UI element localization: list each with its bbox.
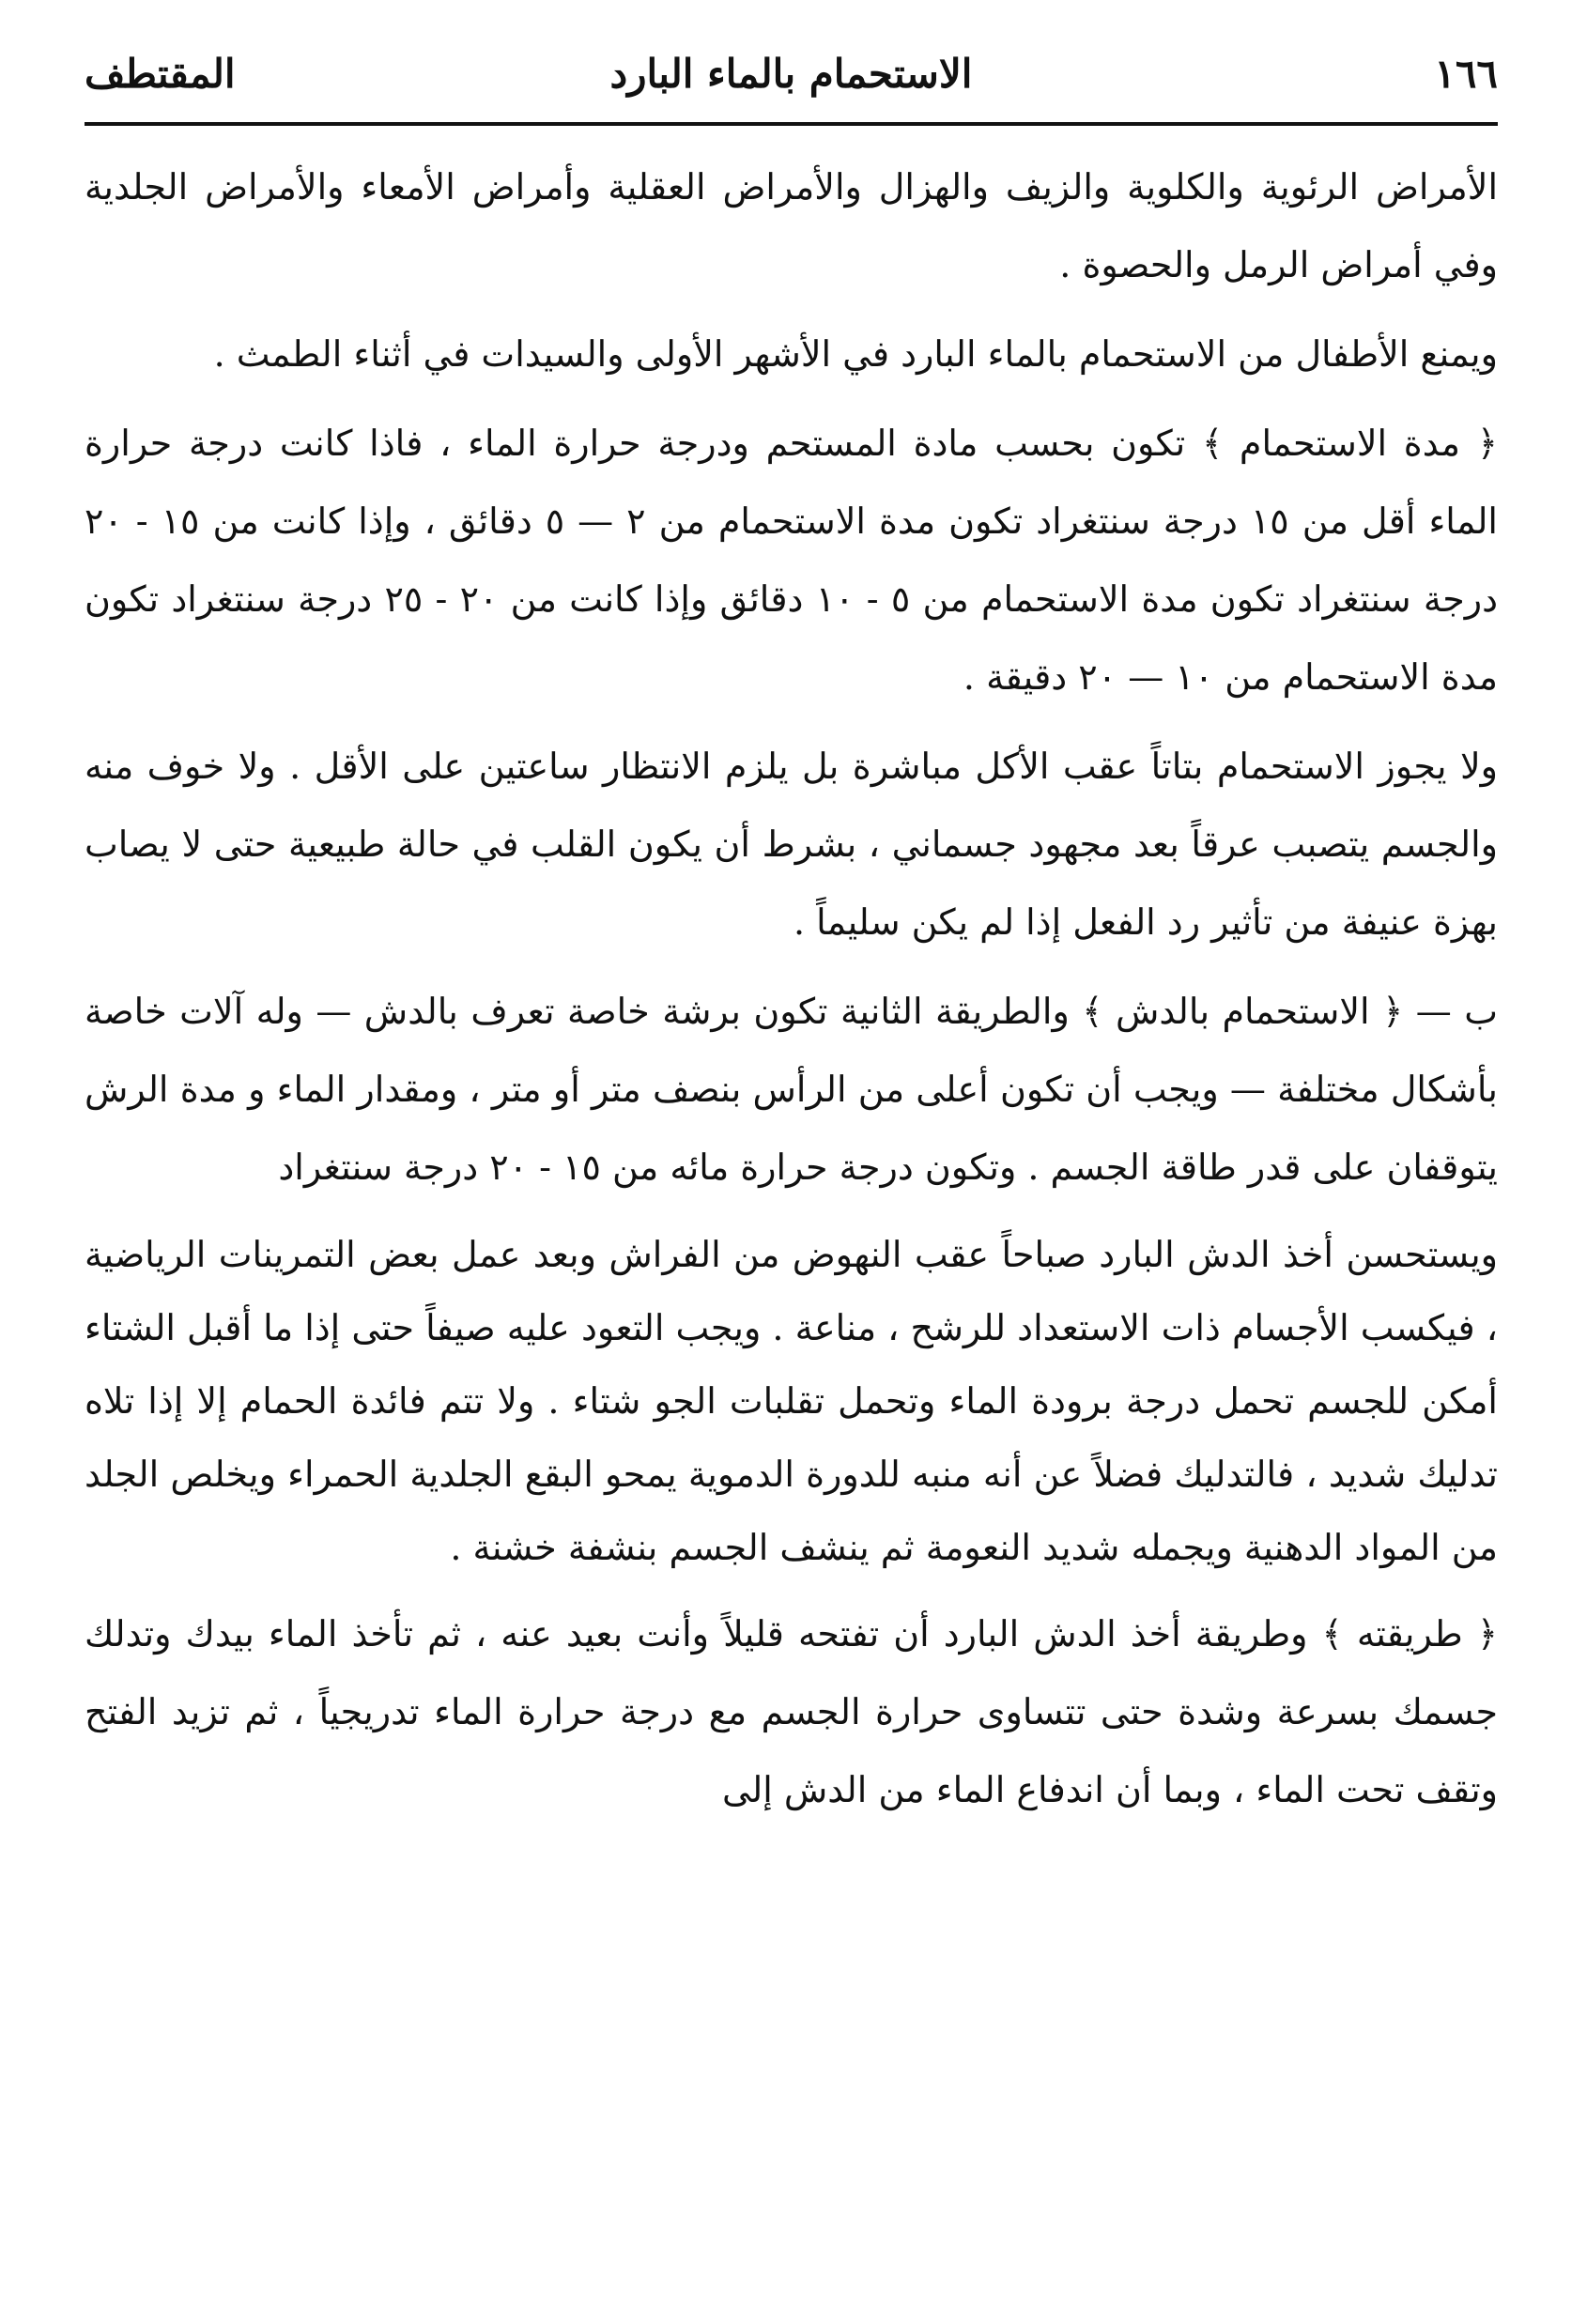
- header-rule: [85, 122, 1498, 126]
- running-title: الاستحمام بالماء البارد: [609, 51, 973, 97]
- running-header: [85, 38, 1498, 113]
- page-number: ١٦٦: [1434, 51, 1498, 97]
- paragraph-bath-duration: ﴿ مدة الاستحمام ﴾ تكون بحسب مادة المستحم ودرجة حرارة الماء ، فاذا كانت درجة حرارة الماء أقل من ١٥ درجة سنتغراد تكون مدة الاستحمام من ٢ — ٥ دقائق ، وإذا كانت من ١٥ - ٢٠ درجة سنتغراد تكون مدة الاستحمام من ٥ - ١٠ دقائق وإذا كانت من ٢٠ - ٢٥ درجة سنتغراد تكون مدة الاستحمام من ١٠ — ٢٠ دقيقة .: [85, 423, 1499, 698]
- paragraph-shower-benefits: ويستحسن أخذ الدش البارد صباحاً عقب النهوض من الفراش وبعد عمل بعض التمرينات الرياضية ، فيكسب الأجسام ذات الاستعداد للرشح ، مناعة . ويجب التعود عليه صيفاً حتى إذا ما أقبل الشتاء أمكن للجسم تحمل درجة برودة الماء وتحمل تقلبات الجو شتاء . ولا تتم فائدة الحمام إلا إذا تلاه تدليك شديد ، فالتدليك فضلاً عن أنه منبه للدورة الدموية يمحو البقع الجلدية الحمراء ويخلص الجلد من المواد الدهنية ويجمله شديد النعومة ثم ينشف الجسم بنشفة خشنة .: [85, 1234, 1498, 1568]
- paragraph-shower-method: ﴿ طريقته ﴾ وطريقة أخذ الدش البارد أن تفتحه قليلاً وأنت بعيد عنه ، ثم تأخذ الماء بيدك وتدلك جسمك بسرعة وشدة حتى تتساوى حرارة الجسم مع درجة حرارة الماء تدريجياً ، ثم تزيد الفتح وتقف تحت الماء ، وبما أن اندفاع الماء من الدش إلى: [85, 1613, 1498, 1810]
- paragraph-prohibitions: ويمنع الأطفال من الاستحمام بالماء البارد في الأشهر الأولى والسيدات في أثناء الطمث .: [213, 333, 1498, 375]
- paragraph-diseases: الأمراض الرئوية والكلوية والزيف والهزال والأمراض العقلية وأمراض الأمعاء والأمراض الجلدية وفي أمراض الرمل والحصوة .: [85, 166, 1498, 285]
- paragraph-shower-bath: ب — ﴿ الاستحمام بالدش ﴾ والطريقة الثانية تكون برشة خاصة تعرف بالدش — وله آلات خاصة بأشكال مختلفة — ويجب أن تكون أعلى من الرأس بنصف متر أو متر ، ومقدار الماء و مدة الرش يتوقفان على قدر طاقة الجسم . وتكون درجة حرارة مائه من ١٥ - ٢٠ درجة سنتغراد: [85, 991, 1498, 1188]
- journal-name: المقتطف: [85, 51, 236, 97]
- article-body: [85, 148, 1498, 1829]
- paragraph-after-meal: ولا يجوز الاستحمام بتاتاً عقب الأكل مباشرة بل يلزم الانتظار ساعتين على الأقل . ولا خوف منه والجسم يتصبب عرقاً بعد مجهود جسماني ، بشرط أن يكون القلب في حالة طبيعية حتى لا يصاب بهزة عنيفة من تأثير رد الفعل إذا لم يكن سليماً .: [85, 746, 1498, 943]
